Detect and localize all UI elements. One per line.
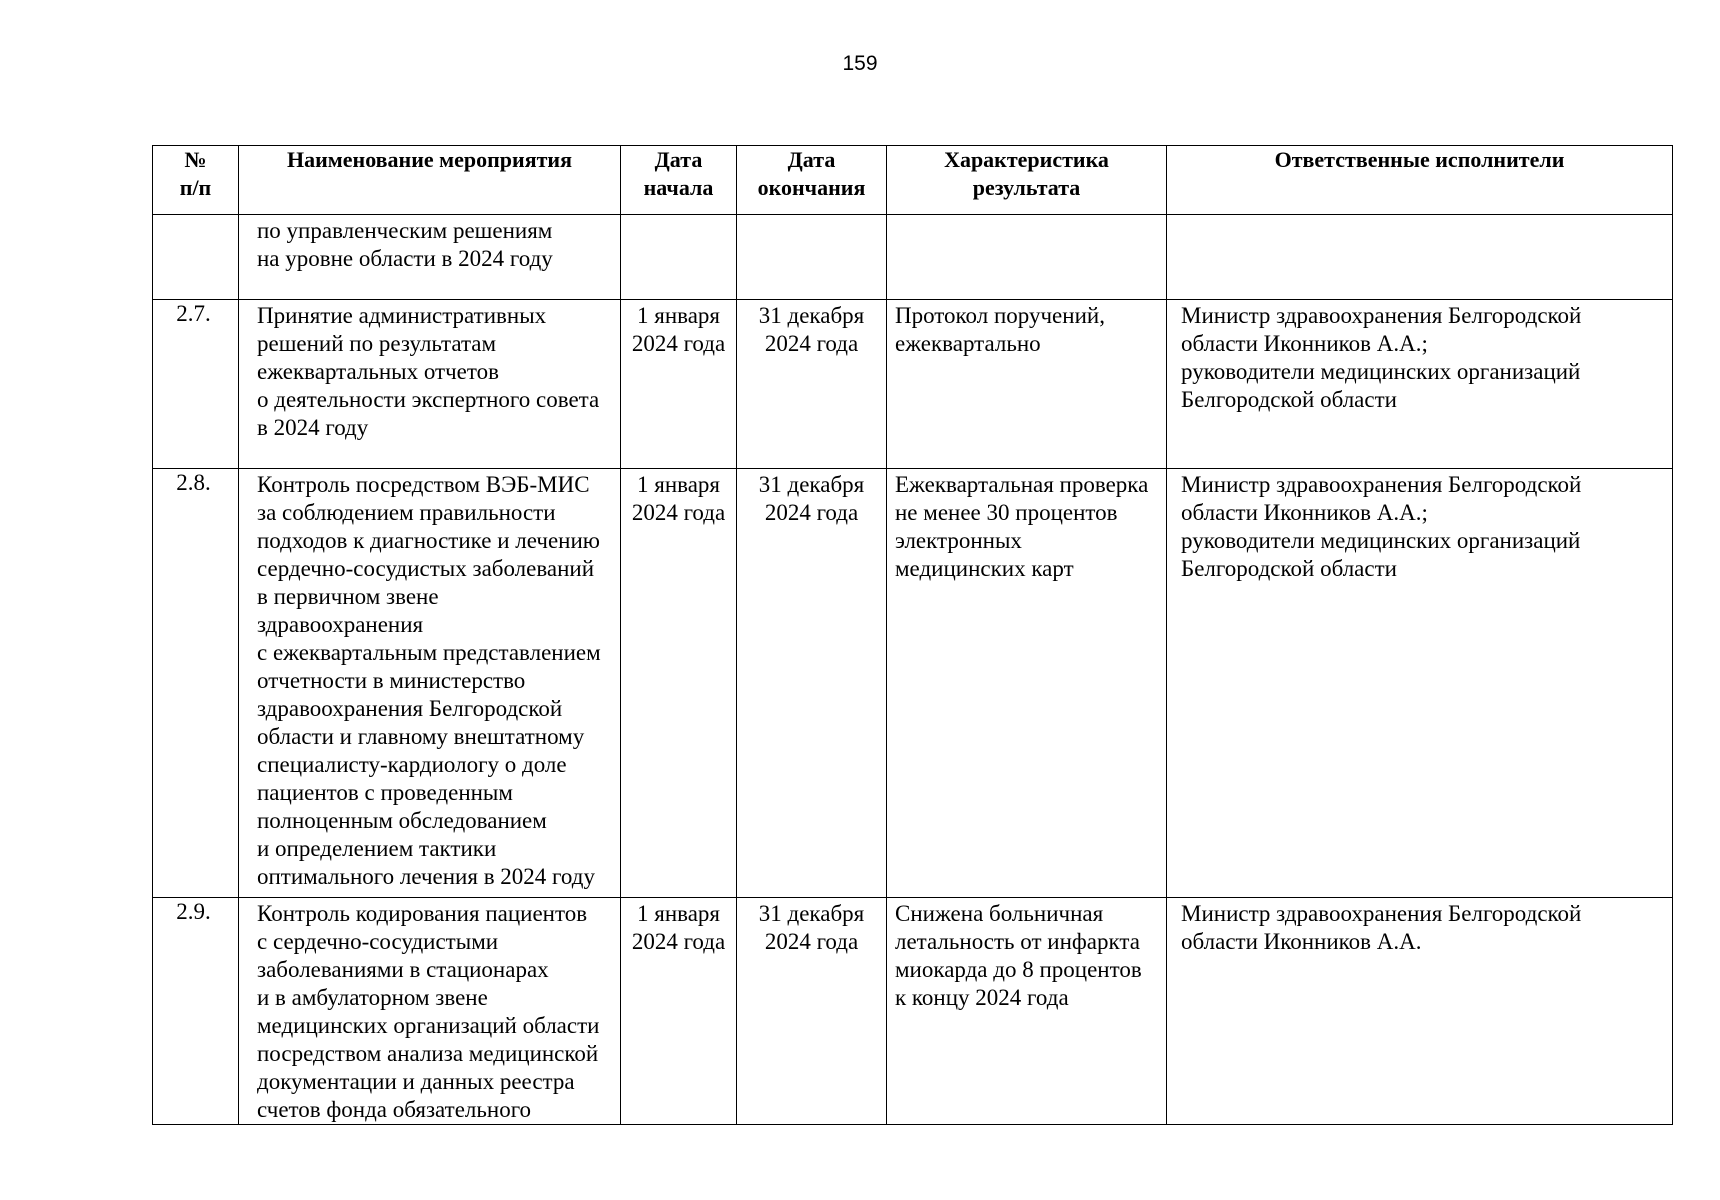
table-row <box>153 215 1673 300</box>
cell-name: по управленческим решениям на уровне области в 2024 году <box>239 215 621 300</box>
activities-table <box>152 145 1673 1125</box>
cell-num <box>153 215 239 300</box>
cell-num: 2.8. <box>153 469 239 898</box>
cell-result <box>887 215 1167 300</box>
cell-name: Принятие административных решений по результатам ежеквартальных отчетов о деятельности экспертного совета в 2024 году <box>239 300 621 469</box>
header-num: № п/п <box>153 146 239 215</box>
cell-end <box>737 215 887 300</box>
cell-result: Ежеквартальная проверка не менее 30 процентов электронных медицинских карт <box>887 469 1167 898</box>
header-responsible: Ответственные исполнители <box>1167 146 1673 215</box>
table-row <box>153 898 1673 1125</box>
cell-end: 31 декабря 2024 года <box>737 300 887 469</box>
cell-result: Протокол поручений, ежеквартально <box>887 300 1167 469</box>
cell-end: 31 декабря 2024 года <box>737 898 887 1125</box>
cell-end: 31 декабря 2024 года <box>737 469 887 898</box>
table-row <box>153 300 1673 469</box>
cell-name: Контроль посредством ВЭБ-МИС за соблюдением правильности подходов к диагностике и лечению сердечно-сосудистых заболеваний в первичном звене здравоохранения с ежеквартальным представлением отчетности в министерство здравоохранения Белгородской области и главному внештатному специалисту-кардиологу о доле пациентов с проведенным полноценным обследованием и определением тактики оптимального лечения в 2024 году <box>239 469 621 898</box>
header-start: Дата начала <box>621 146 737 215</box>
cell-num: 2.7. <box>153 300 239 469</box>
cell-responsible: Министр здравоохранения Белгородской области Иконников А.А. <box>1167 898 1673 1125</box>
cell-responsible <box>1167 215 1673 300</box>
cell-num: 2.9. <box>153 898 239 1125</box>
table-header-row <box>153 146 1673 215</box>
cell-start: 1 января 2024 года <box>621 469 737 898</box>
header-result: Характеристика результата <box>887 146 1167 215</box>
cell-result: Снижена больничная летальность от инфаркта миокарда до 8 процентов к концу 2024 года <box>887 898 1167 1125</box>
cell-start: 1 января 2024 года <box>621 300 737 469</box>
cell-start: 1 января 2024 года <box>621 898 737 1125</box>
cell-name: Контроль кодирования пациентов с сердечно-сосудистыми заболеваниями в стационарах и в амбулаторном звене медицинских организаций области посредством анализа медицинской документации и данных реестра счетов фонда обязательного <box>239 898 621 1125</box>
cell-start <box>621 215 737 300</box>
cell-responsible: Министр здравоохранения Белгородской области Иконников А.А.; руководители медицинских организаций Белгородской области <box>1167 300 1673 469</box>
page-number: 159 <box>842 52 878 75</box>
cell-responsible: Министр здравоохранения Белгородской области Иконников А.А.; руководители медицинских организаций Белгородской области <box>1167 469 1673 898</box>
header-end: Дата окончания <box>737 146 887 215</box>
header-name: Наименование мероприятия <box>239 146 621 215</box>
table-row <box>153 469 1673 898</box>
